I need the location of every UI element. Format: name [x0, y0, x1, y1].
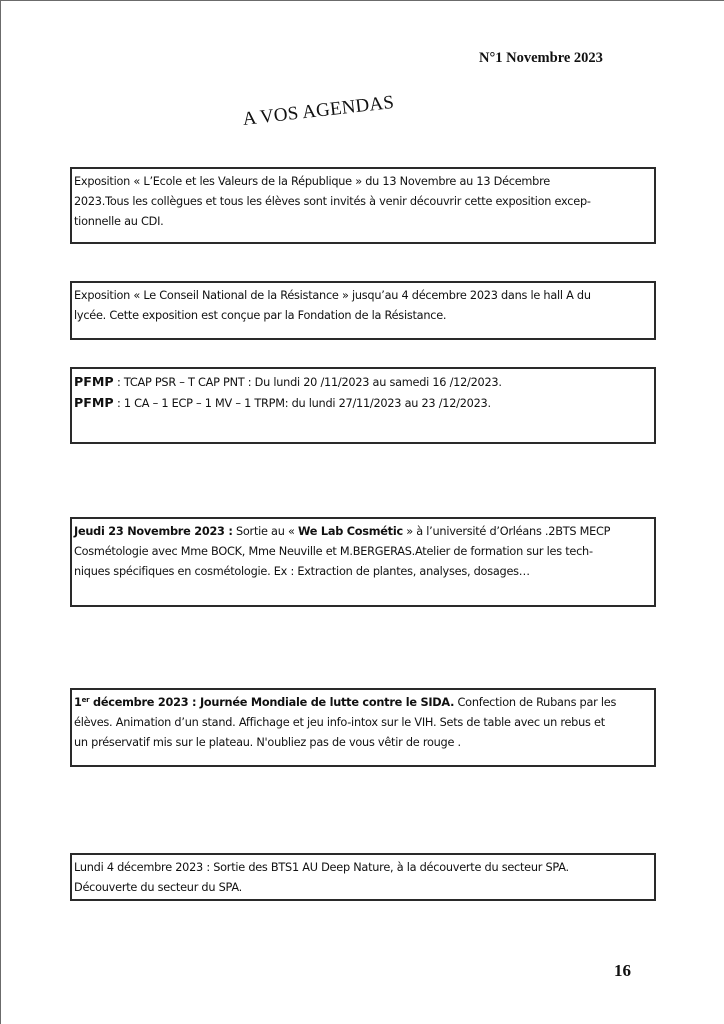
entry-text-line: un préservatif mis sur le plateau. N'oubliez pas de vous vêtir de rouge .	[74, 736, 461, 749]
issue-label: N°1 Novembre 2023	[479, 50, 603, 66]
entry-text-line: Découverte du secteur du SPA.	[74, 881, 242, 894]
entry-title-text: décembre 2023 : Journée Mondiale de lutte contre le SIDA.	[89, 696, 455, 709]
agenda-entry-exposition-ecole	[70, 167, 656, 244]
entry-text-line: élèves. Animation d’un stand. Affichage et jeu info-intox sur le VIH. Sets de table avec un rebus et	[74, 716, 605, 729]
pfmp-line	[74, 372, 651, 393]
page-heading: A VOS AGENDAS	[241, 91, 396, 131]
entry-text-line: Exposition « L’Ecole et les Valeurs de la République » du 13 Novembre au 13 Décembre	[74, 175, 550, 188]
agenda-entry-exposition-cnr	[70, 281, 656, 340]
entry-text-line: Exposition « Le Conseil National de la Résistance » jusqu’au 4 décembre 2023 dans le hall A du	[74, 289, 591, 302]
entry-text-line: niques spécifiques en cosmétologie. Ex : Extraction de plantes, analyses, dosages…	[74, 565, 530, 578]
entry-text-line	[74, 693, 651, 713]
pfmp-text: : TCAP PSR – T CAP PNT : Du lundi 20 /11/2023 au samedi 16 /12/2023.	[113, 376, 502, 389]
entry-text: » à l’université d’Orléans .2BTS MECP	[402, 525, 611, 538]
entry-text-line: tionnelle au CDI.	[74, 215, 164, 228]
entry-text-line	[74, 522, 651, 542]
entry-day: 1	[74, 696, 82, 709]
entry-text: Confection de Rubans par les	[454, 696, 617, 709]
pfmp-text: : 1 CA – 1 ECP – 1 MV – 1 TRPM: du lundi 27/11/2023 au 23 /12/2023.	[113, 397, 491, 410]
agenda-entry-deep-nature	[70, 853, 656, 901]
entry-text-line: lycée. Cette exposition est conçue par la Fondation de la Résistance.	[74, 309, 447, 322]
entry-title	[74, 696, 454, 709]
pfmp-line	[74, 393, 651, 414]
entry-text-line: 2023.Tous les collègues et tous les élèves sont invités à venir découvrir cette exposition excep-	[74, 195, 591, 208]
page-number: 16	[614, 961, 631, 980]
agenda-entry-sida-day	[70, 688, 656, 767]
agenda-entry-pfmp	[70, 367, 656, 444]
entry-text: Sortie au «	[232, 525, 298, 538]
agenda-entry-we-lab-cosmetic	[70, 517, 656, 607]
entry-text-line: Lundi 4 décembre 2023 : Sortie des BTS1 AU Deep Nature, à la découverte du secteur SPA.	[74, 861, 569, 874]
pfmp-label: PFMP	[74, 374, 114, 389]
entry-date: Jeudi 23 Novembre 2023 :	[74, 525, 233, 538]
pfmp-label: PFMP	[74, 395, 114, 410]
entry-place: We Lab Cosmétic	[297, 525, 403, 538]
entry-day-suffix: er	[81, 696, 90, 704]
entry-text-line: Cosmétologie avec Mme BOCK, Mme Neuville et M.BERGERAS.Atelier de formation sur les tech-	[74, 545, 593, 558]
